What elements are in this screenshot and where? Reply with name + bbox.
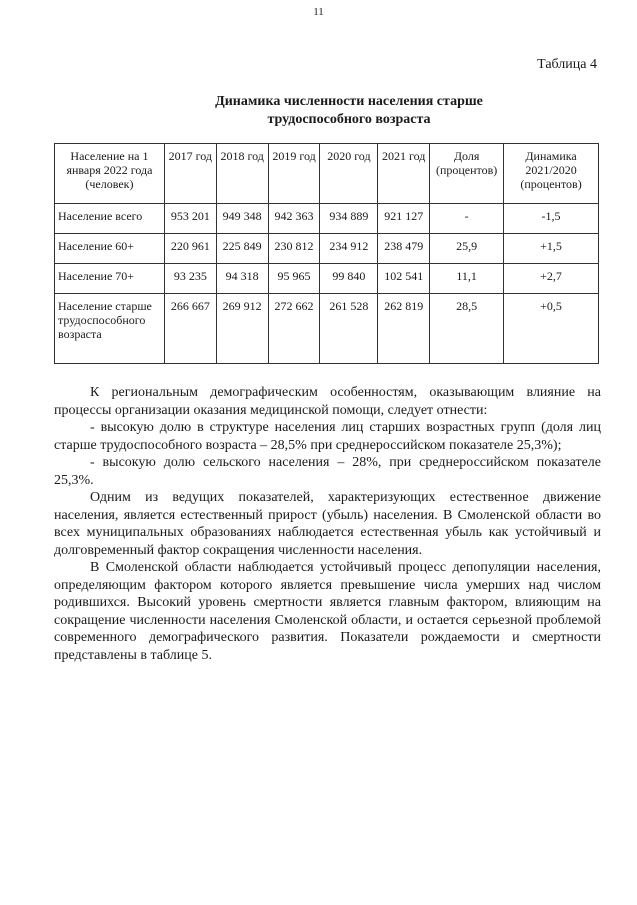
row-label: Население всего <box>55 204 165 234</box>
table-cell: +0,5 <box>504 294 599 364</box>
column-header: Доля (процентов) <box>430 144 504 204</box>
page-number: 11 <box>313 6 324 18</box>
list-item: - высокую долю в структуре населения лиц старших возрастных групп (доля лиц старше трудоспособного возраста – 28,5% при среднероссийском показателе 25,3%); <box>54 420 601 453</box>
table-cell: 93 235 <box>164 264 216 294</box>
table-cell: 95 965 <box>268 264 320 294</box>
table-cell: 266 667 <box>164 294 216 364</box>
table-cell: 230 812 <box>268 234 320 264</box>
row-label: Население старше трудоспособного возраста <box>55 294 165 364</box>
list-item: - высокую долю сельского населения – 28%, при среднероссийском показателе 25,3%. <box>54 455 601 488</box>
table-cell: 953 201 <box>164 204 216 234</box>
table-heading <box>100 93 598 129</box>
table-cell: 942 363 <box>268 204 320 234</box>
column-header: 2017 год <box>164 144 216 204</box>
table-cell: -1,5 <box>504 204 599 234</box>
row-label: Население 60+ <box>55 234 165 264</box>
paragraph: В Смоленской области наблюдается устойчивый процесс депопуляции населения, определяющим фактором которого является превышение числа умерших над числом родившихся. Высокий уровень смертности является главным фактором, влияющим на сокращение численности населения Смоленской области, и остается серьезной проблемой современного демографического развития. Показатели рождаемости и смертности представлены в таблице 5. <box>54 560 601 663</box>
table-cell: +1,5 <box>504 234 599 264</box>
heading-line-2: трудоспособного возраста <box>267 112 431 127</box>
column-header: Население на 1 января 2022 года (человек) <box>55 144 165 204</box>
column-header: 2019 год <box>268 144 320 204</box>
paragraph: Одним из ведущих показателей, характеризующих естественное движение населения, является естественный прирост (убыль) населения. В Смоленской области во всех муниципальных образованиях наблюдается естественная убыль как устойчивый и долговременный фактор сокращения численности населения. <box>54 490 601 558</box>
table-cell: 238 479 <box>378 234 430 264</box>
table-cell: 261 528 <box>320 294 378 364</box>
table-cell: 262 819 <box>378 294 430 364</box>
column-header: Динамика 2021/2020 (процентов) <box>504 144 599 204</box>
body-text <box>54 384 601 664</box>
table-cell: 921 127 <box>378 204 430 234</box>
paragraph: К региональным демографическим особенностям, оказывающим влияние на процессы организации оказания медицинской помощи, следует отнести: <box>54 385 601 418</box>
table-header-row <box>55 144 599 204</box>
table-label: Таблица 4 <box>537 57 597 72</box>
table-row <box>55 264 599 294</box>
table-row <box>55 204 599 234</box>
table-cell: 949 348 <box>216 204 268 234</box>
table-cell: 99 840 <box>320 264 378 294</box>
table-cell: 934 889 <box>320 204 378 234</box>
column-header: 2018 год <box>216 144 268 204</box>
column-header: 2020 год <box>320 144 378 204</box>
table-cell: 269 912 <box>216 294 268 364</box>
heading-line-1: Динамика численности населения старше <box>215 94 483 109</box>
table-cell: 220 961 <box>164 234 216 264</box>
table-cell: 225 849 <box>216 234 268 264</box>
table-cell: 25,9 <box>430 234 504 264</box>
table-cell: - <box>430 204 504 234</box>
table-cell: 272 662 <box>268 294 320 364</box>
population-table <box>54 143 599 364</box>
table-cell: 28,5 <box>430 294 504 364</box>
table-row <box>55 294 599 364</box>
table-row <box>55 234 599 264</box>
table-cell: 11,1 <box>430 264 504 294</box>
table-cell: 94 318 <box>216 264 268 294</box>
row-label: Население 70+ <box>55 264 165 294</box>
column-header: 2021 год <box>378 144 430 204</box>
table-cell: 102 541 <box>378 264 430 294</box>
table-cell: +2,7 <box>504 264 599 294</box>
table-cell: 234 912 <box>320 234 378 264</box>
